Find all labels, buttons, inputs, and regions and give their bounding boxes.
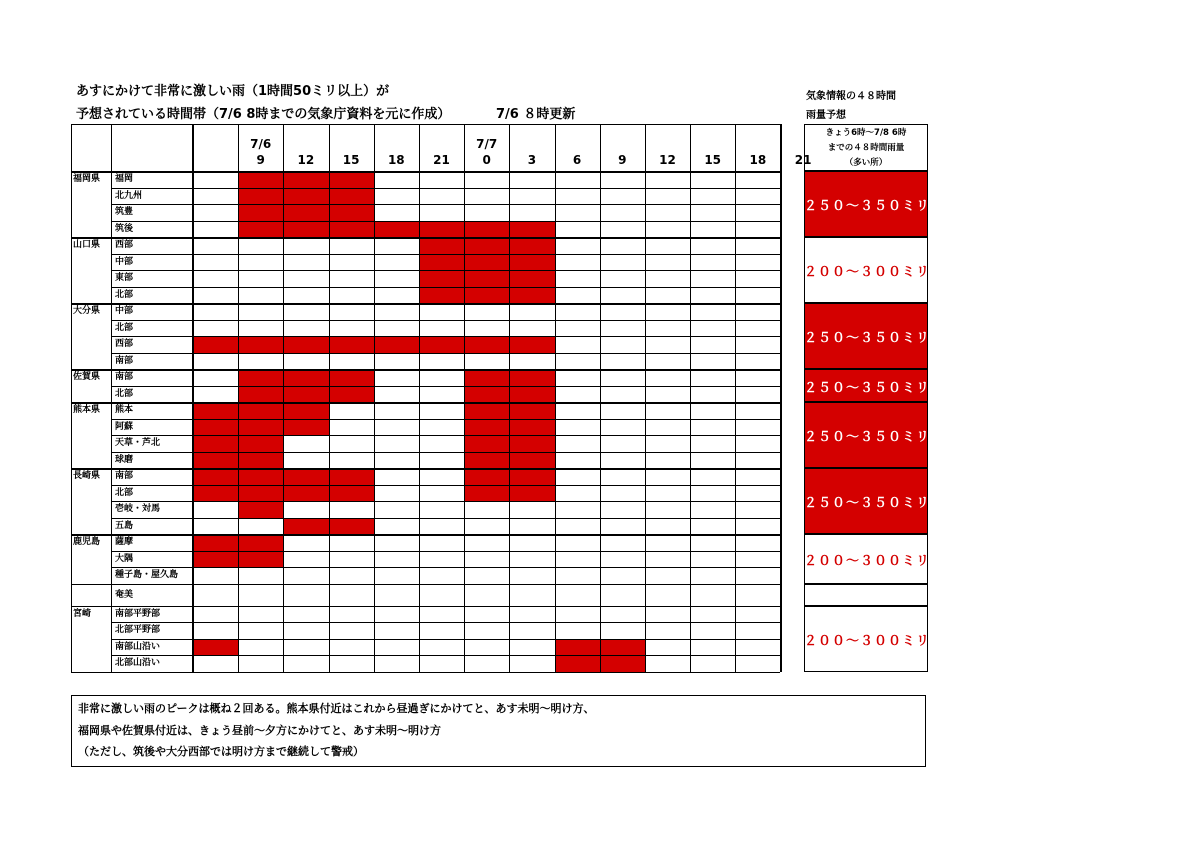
heavy-rain-cell: [464, 452, 510, 469]
grid-line: [780, 124, 781, 672]
grid-line: [71, 584, 780, 586]
heavy-rain-cell: [283, 386, 329, 403]
grid-line: [464, 124, 465, 672]
rain-total-label: ２５０～３５０ミリ: [804, 430, 931, 445]
grid-line: [735, 124, 736, 672]
heavy-rain-cell: [464, 369, 510, 386]
area-label: 南部: [115, 471, 134, 482]
grid-line: [71, 124, 72, 672]
prefecture-label: 熊本県: [73, 405, 101, 416]
grid-line: [111, 435, 780, 436]
grid-line: [71, 606, 780, 608]
grid-line: [111, 353, 780, 354]
heavy-rain-cell: [238, 435, 284, 452]
heavy-rain-cell: [238, 204, 284, 221]
grid-line: [71, 124, 780, 125]
hour-label: 15: [704, 153, 722, 167]
heavy-rain-cell: [464, 336, 510, 353]
page-title-line1: あすにかけて非常に激しい雨（1時間50ミリ以上）が: [76, 84, 390, 99]
prefecture-label: 山口県: [73, 240, 101, 251]
heavy-rain-cell: [193, 435, 239, 452]
rain-total-label: ２００～３００ミリ: [804, 553, 931, 569]
area-label: 阿蘇: [115, 421, 134, 432]
heavy-rain-cell: [509, 485, 555, 502]
heavy-rain-cell: [193, 468, 239, 485]
grid-line: [111, 254, 780, 255]
heavy-rain-cell: [238, 501, 284, 518]
prefecture-label: 福岡県: [73, 174, 101, 185]
grid-line: [329, 124, 330, 672]
hour-label: 0: [482, 153, 491, 167]
heavy-rain-cell: [193, 551, 239, 568]
heavy-rain-cell: [600, 639, 646, 656]
area-label: 壱岐・対馬: [115, 504, 161, 515]
grid-line: [71, 369, 780, 371]
grid-line: [71, 672, 780, 674]
heavy-rain-cell: [464, 386, 510, 403]
grid-line: [111, 551, 780, 552]
grid-line: [509, 124, 510, 672]
heavy-rain-cell: [238, 386, 284, 403]
heavy-rain-cell: [600, 655, 646, 672]
heavy-rain-cell: [509, 419, 555, 436]
heavy-rain-cell: [238, 468, 284, 485]
heavy-rain-cell: [419, 336, 465, 353]
hour-label: 12: [659, 153, 676, 167]
grid-line: [645, 124, 646, 672]
heavy-rain-cell: [238, 171, 284, 188]
heavy-rain-cell: [238, 402, 284, 419]
heavy-rain-cell: [329, 188, 375, 205]
totals-header-box: [804, 124, 928, 171]
heavy-rain-cell: [419, 221, 465, 238]
summary-note-line1: 非常に激しい雨のピークは概ね２回ある。熊本県付近はこれから昼過ぎにかけてと、あす未明～明け方、: [78, 702, 595, 715]
heavy-rain-cell: [238, 419, 284, 436]
grid-line: [238, 124, 239, 672]
heavy-rain-cell: [238, 336, 284, 353]
grid-line: [111, 518, 780, 519]
grid-line: [111, 622, 780, 623]
grid-line: [71, 303, 780, 305]
heavy-rain-cell: [329, 171, 375, 188]
heavy-rain-cell: [464, 485, 510, 502]
area-label: 北部: [115, 388, 134, 399]
grid-line: [111, 419, 780, 420]
heavy-rain-cell: [509, 270, 555, 287]
area-label: 北九州: [115, 190, 143, 201]
heavy-rain-cell: [464, 435, 510, 452]
grid-line: [283, 124, 284, 672]
area-label: 北部山沿い: [115, 658, 161, 669]
prefecture-label: 佐賀県: [73, 372, 101, 383]
heavy-rain-cell: [509, 435, 555, 452]
area-label: 球磨: [115, 454, 134, 465]
heavy-rain-cell: [509, 287, 555, 304]
totals-header-text: きょう6時～7/8 6時: [825, 128, 907, 138]
prefecture-label: 長崎県: [73, 471, 101, 482]
grid-line: [111, 221, 780, 222]
grid-line: [111, 386, 780, 387]
heavy-rain-cell: [283, 402, 329, 419]
heavy-rain-cell: [238, 534, 284, 551]
heavy-rain-cell: [283, 221, 329, 238]
heavy-rain-cell: [193, 639, 239, 656]
area-label: 北部平野部: [115, 625, 161, 636]
hour-label: 6: [572, 153, 582, 167]
grid-line: [71, 171, 780, 173]
heavy-rain-cell: [509, 452, 555, 469]
heavy-rain-cell: [283, 369, 329, 386]
grid-line: [555, 124, 556, 672]
hour-label: 9: [256, 153, 265, 167]
heavy-rain-cell: [464, 270, 510, 287]
area-label: 南部: [115, 355, 134, 366]
heavy-rain-cell: [419, 287, 465, 304]
totals-title-line1: 気象情報の４８時間: [806, 91, 896, 102]
heavy-rain-cell: [509, 386, 555, 403]
rain-total-label: ２５０～３５０ミリ: [804, 496, 931, 511]
heavy-rain-cell: [374, 336, 420, 353]
area-label: 中部: [115, 256, 134, 267]
heavy-rain-cell: [238, 188, 284, 205]
heavy-rain-cell: [419, 254, 465, 271]
heavy-rain-cell: [283, 188, 329, 205]
area-label: 南部山沿い: [115, 641, 161, 652]
grid-line: [71, 468, 780, 470]
grid-line: [111, 124, 112, 672]
area-label: 筑後: [115, 223, 134, 234]
heavy-rain-cell: [283, 204, 329, 221]
heavy-rain-cell: [238, 485, 284, 502]
heavy-rain-cell: [509, 468, 555, 485]
hour-label: 3: [527, 153, 537, 167]
grid-line: [71, 402, 780, 404]
heavy-rain-cell: [193, 402, 239, 419]
updated-timestamp: 7/6 ８時更新: [496, 107, 576, 122]
grid-line: [600, 124, 601, 672]
grid-line: [71, 534, 780, 536]
rain-total-label: ２５０～３５０ミリ: [804, 331, 931, 346]
area-label: 西部: [115, 240, 134, 251]
grid-line: [419, 124, 420, 672]
area-label: 北部: [115, 322, 134, 333]
area-label: 筑豊: [115, 207, 134, 218]
area-label: 南部: [115, 372, 134, 383]
area-label: 北部: [115, 289, 134, 300]
rain-total-label: ２００～３００ミリ: [804, 633, 931, 649]
heavy-rain-cell: [283, 468, 329, 485]
area-label: 福岡: [115, 174, 134, 185]
area-label: 北部: [115, 487, 134, 498]
heavy-rain-cell: [193, 452, 239, 469]
grid-line: [111, 501, 780, 502]
totals-header-text: までの４８時間雨量: [827, 143, 905, 153]
grid-line: [111, 188, 780, 189]
heavy-rain-cell: [329, 336, 375, 353]
heavy-rain-cell: [283, 485, 329, 502]
heavy-rain-cell: [509, 237, 555, 254]
grid-line: [690, 124, 691, 672]
area-label: 南部平野部: [115, 608, 161, 619]
heavy-rain-cell: [509, 402, 555, 419]
grid-line: [111, 485, 780, 486]
hour-label: 21: [794, 153, 812, 167]
heavy-rain-cell: [329, 369, 375, 386]
heavy-rain-cell: [509, 369, 555, 386]
area-label: 中部: [115, 306, 134, 317]
heavy-rain-cell: [283, 419, 329, 436]
grid-line: [71, 237, 780, 239]
date-label: 7/6: [250, 137, 272, 151]
heavy-rain-cell: [464, 254, 510, 271]
heavy-rain-cell: [509, 336, 555, 353]
totals-header-text: （多い所）: [844, 158, 888, 168]
hour-label: 18: [387, 153, 405, 167]
summary-note-box: [71, 695, 926, 767]
heavy-rain-cell: [329, 221, 375, 238]
grid-line: [111, 639, 780, 640]
heavy-rain-cell: [193, 534, 239, 551]
area-label: 五島: [115, 520, 134, 531]
date-label: 7/7: [476, 137, 498, 151]
hour-label: 18: [749, 153, 767, 167]
grid-line: [111, 452, 780, 453]
grid-line: [192, 124, 194, 672]
grid-line: [111, 270, 780, 271]
heavy-rain-cell: [464, 419, 510, 436]
grid-line: [111, 567, 780, 568]
prefecture-label: 大分県: [73, 306, 101, 317]
hour-label: 9: [618, 153, 627, 167]
heavy-rain-cell: [283, 171, 329, 188]
prefecture-label: 宮崎: [73, 608, 92, 619]
grid-line: [111, 655, 780, 656]
heavy-rain-cell: [329, 485, 375, 502]
heavy-rain-cell: [329, 386, 375, 403]
heavy-rain-cell: [374, 221, 420, 238]
hour-label: 15: [342, 153, 360, 167]
heavy-rain-cell: [464, 237, 510, 254]
area-label: 天草・芦北: [115, 438, 161, 449]
hour-label: 21: [433, 153, 450, 167]
heavy-rain-cell: [509, 221, 555, 238]
totals-title-line2: 雨量予想: [806, 110, 846, 121]
area-label: 東部: [115, 273, 134, 284]
heavy-rain-cell: [329, 518, 375, 535]
prefecture-label: 鹿児島: [73, 537, 101, 548]
grid-line: [111, 320, 780, 321]
heavy-rain-cell: [283, 518, 329, 535]
area-label: 薩摩: [115, 537, 134, 548]
heavy-rain-cell: [329, 204, 375, 221]
page-title-line2: 予想されている時間帯（7/6 8時までの気象庁資料を元に作成）: [76, 107, 451, 122]
heavy-rain-cell: [464, 402, 510, 419]
heavy-rain-cell: [419, 237, 465, 254]
heavy-rain-cell: [419, 270, 465, 287]
rain-total-label: ２００～３００ミリ: [804, 265, 931, 280]
heavy-rain-cell: [509, 254, 555, 271]
summary-note-line2: 福岡県や佐賀県付近は、きょう昼前～夕方にかけてと、あす未明～明け方: [78, 724, 441, 737]
heavy-rain-cell: [238, 221, 284, 238]
heavy-rain-cell: [329, 468, 375, 485]
hour-label: 12: [297, 153, 315, 167]
heavy-rain-cell: [193, 336, 239, 353]
heavy-rain-cell: [464, 468, 510, 485]
summary-note-line3: （ただし、筑後や大分西部では明け方まで継続して警戒）: [78, 745, 364, 758]
heavy-rain-cell: [283, 336, 329, 353]
area-label: 大隅: [115, 553, 134, 564]
heavy-rain-cell: [238, 452, 284, 469]
heavy-rain-cell: [555, 655, 601, 672]
area-label: 種子島・屋久島: [115, 570, 179, 581]
area-label: 奄美: [115, 589, 134, 600]
grid-line: [111, 336, 780, 337]
heavy-rain-cell: [464, 221, 510, 238]
heavy-rain-cell: [238, 551, 284, 568]
heavy-rain-cell: [193, 419, 239, 436]
rain-total-box: [804, 584, 928, 606]
heavy-rain-cell: [238, 369, 284, 386]
heavy-rain-cell: [464, 287, 510, 304]
grid-line: [111, 204, 780, 205]
rain-total-label: ２５０～３５０ミリ: [804, 380, 931, 396]
grid-line: [111, 287, 780, 288]
heavy-rain-cell: [555, 639, 601, 656]
area-label: 熊本: [115, 405, 134, 416]
grid-line: [374, 124, 375, 672]
heavy-rain-cell: [193, 485, 239, 502]
area-label: 西部: [115, 339, 134, 350]
rain-total-label: ２５０～３５０ミリ: [804, 199, 931, 214]
